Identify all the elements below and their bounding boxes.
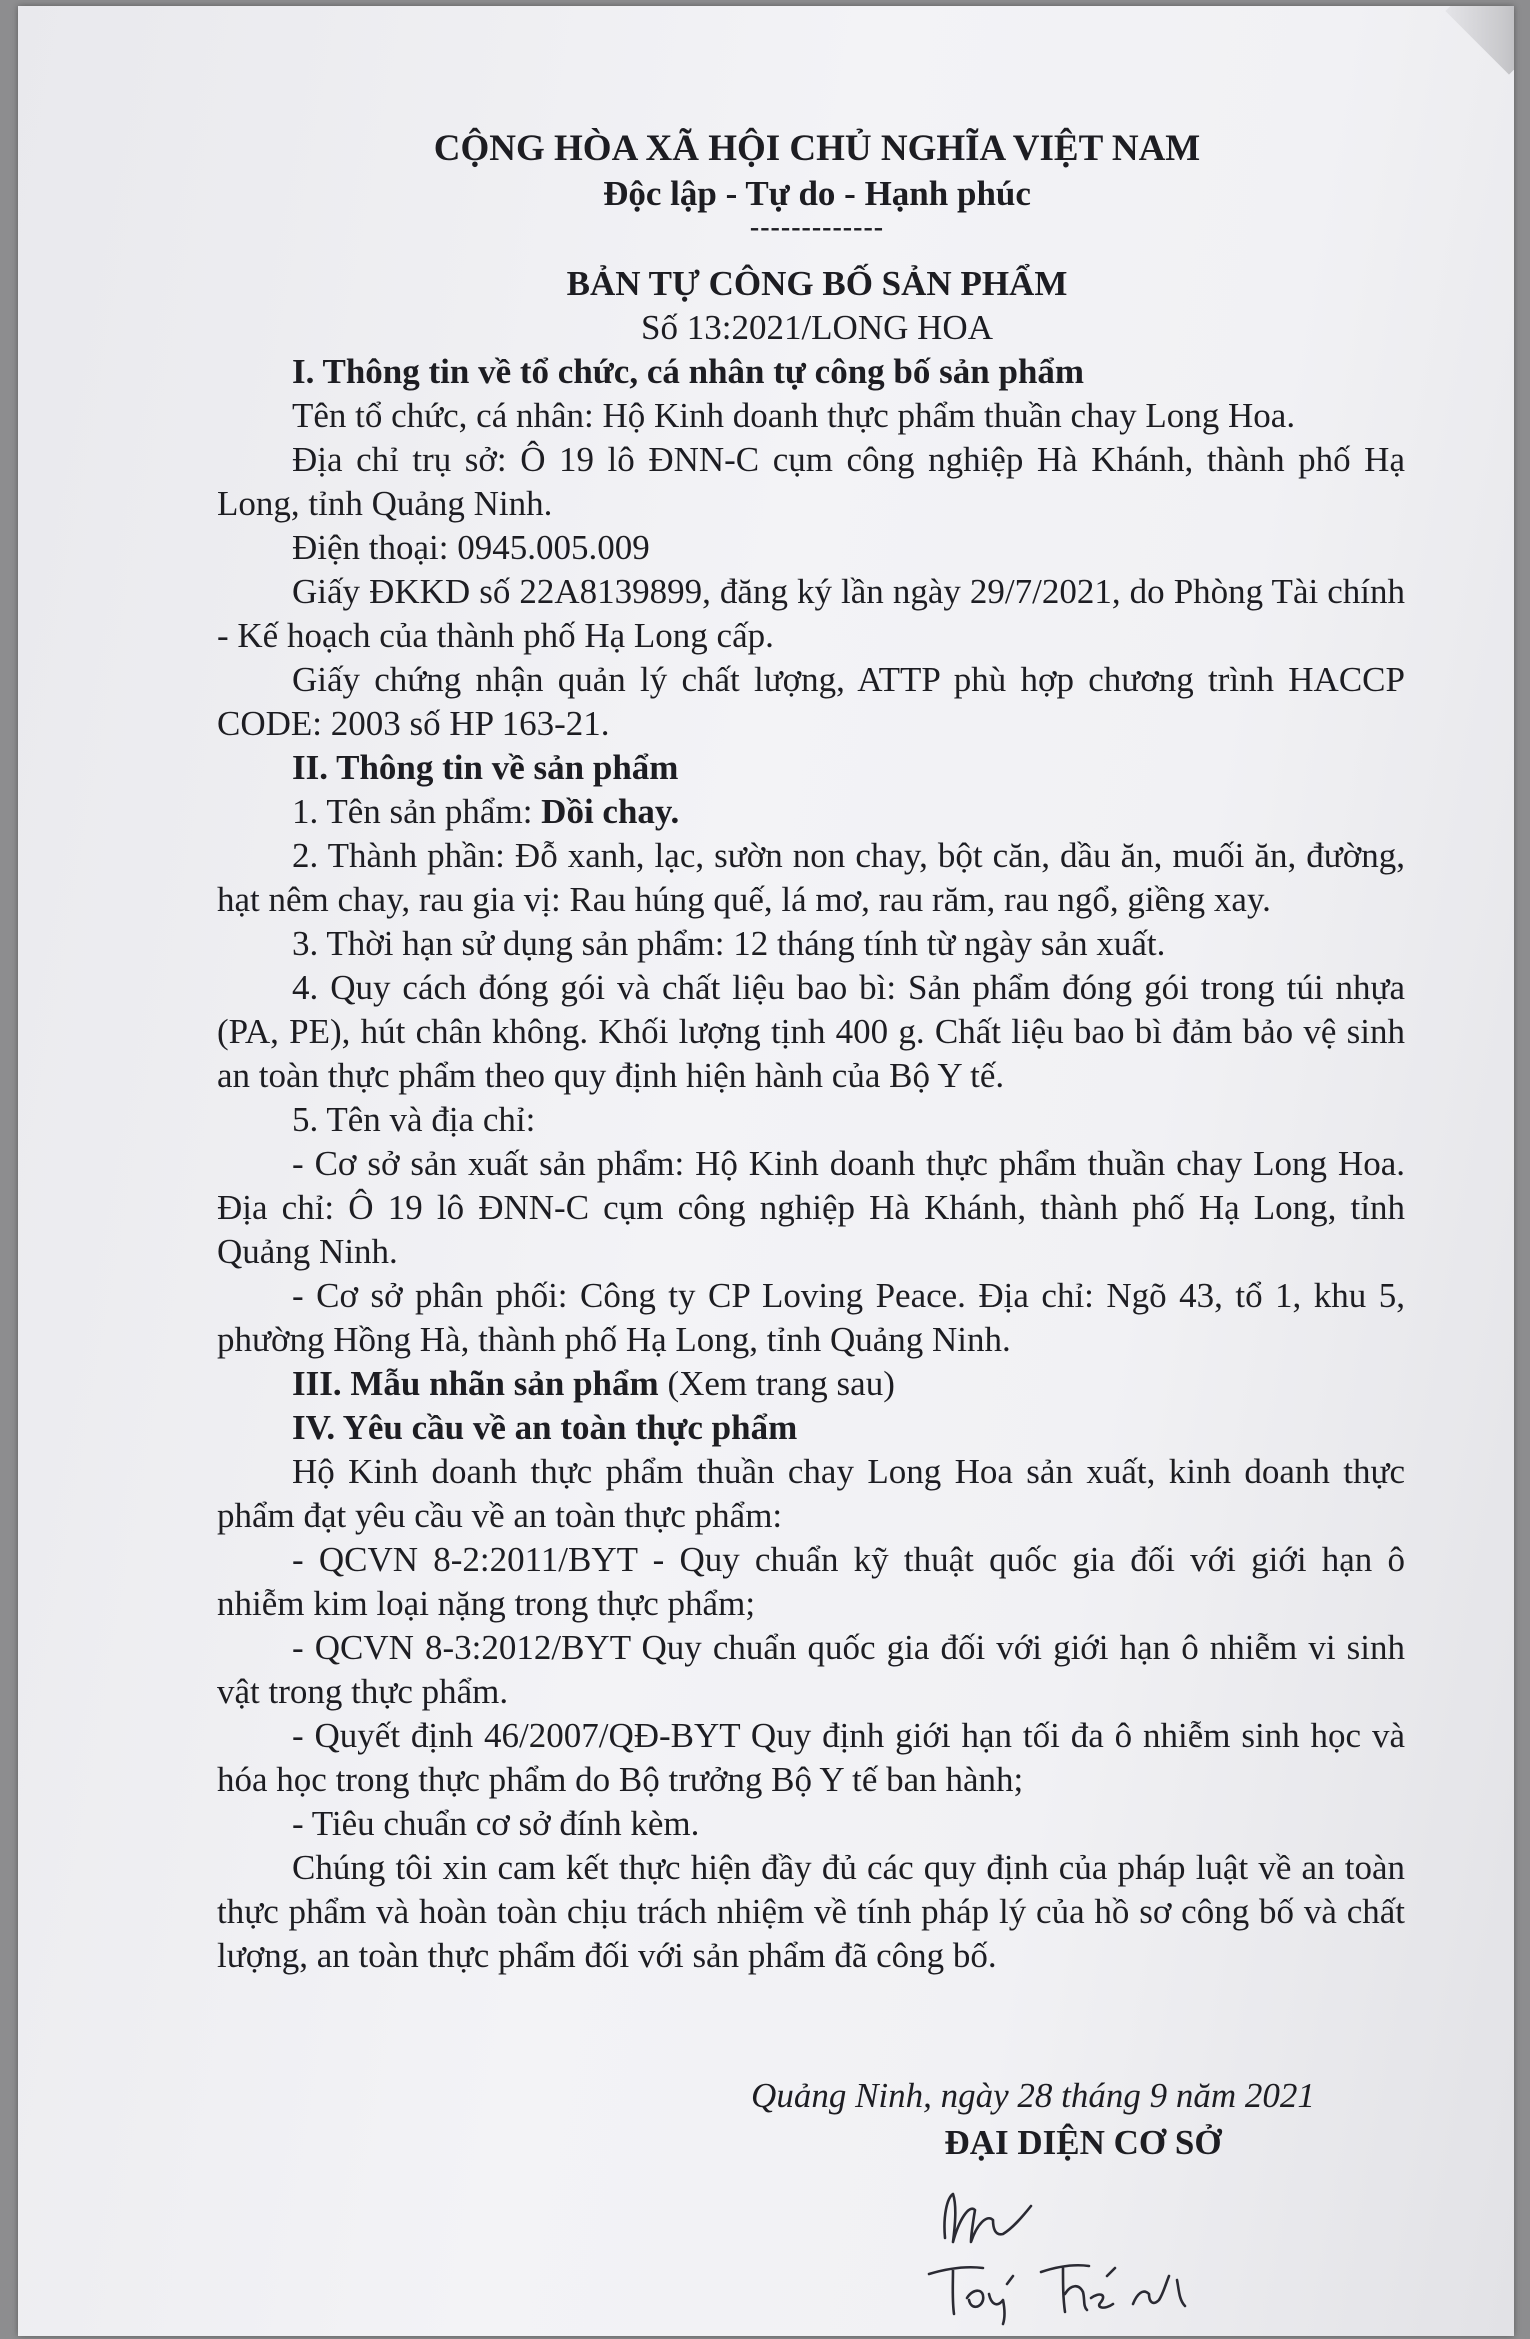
standard-qcvn-8-2: - QCVN 8-2:2011/BYT - Quy chuẩn kỹ thuật quốc gia đối với giới hạn ô nhiễm kim loại nặng trong thực phẩm; bbox=[217, 1540, 1405, 1623]
country-header: CỘNG HÒA XÃ HỘI CHỦ NGHĨA VIỆT NAM bbox=[433, 128, 1201, 169]
header-separator: ------------- bbox=[749, 212, 885, 243]
product-packaging: 4. Quy cách đóng gói và chất liệu bao bì: Sản phẩm đóng gói trong túi nhựa (PA, PE), hút chân không. Khối lượng tịnh 400 g. Chất liệu bao bì đảm bảo vệ sinh an toàn thực phẩm theo quy định hiện hành của Bộ Y tế. bbox=[217, 968, 1405, 1095]
product-name: Dồi chay. bbox=[541, 792, 680, 831]
signing-date: Quảng Ninh, ngày 28 tháng 9 năm 2021 bbox=[751, 2076, 1315, 2115]
section-3-heading: III. Mẫu nhãn sản phẩm bbox=[292, 1364, 659, 1403]
org-phone: Điện thoại: 0945.005.009 bbox=[292, 528, 650, 567]
product-name-line bbox=[217, 790, 1405, 834]
quality-certificate: Giấy chứng nhận quản lý chất lượng, ATTP phù hợp chương trình HACCP CODE: 2003 số HP 163-21. bbox=[217, 660, 1405, 743]
product-name-label: 1. Tên sản phẩm: bbox=[292, 792, 542, 831]
safety-intro: Hộ Kinh doanh thực phẩm thuần chay Long Hoa sản xuất, kinh doanh thực phẩm đạt yêu cầu về an toàn thực phẩm: bbox=[217, 1452, 1405, 1535]
document-body bbox=[217, 126, 1405, 1978]
document-number: Số 13:2021/LONG HOA bbox=[641, 308, 993, 347]
business-license: Giấy ĐKKD số 22A8139899, đăng ký lần ngày 29/7/2021, do Phòng Tài chính - Kế hoạch của thành phố Hạ Long cấp. bbox=[217, 572, 1405, 655]
section-2-heading: II. Thông tin về sản phẩm bbox=[292, 748, 679, 787]
product-shelf-life: 3. Thời hạn sử dụng sản phẩm: 12 tháng tính từ ngày sản xuất. bbox=[292, 924, 1166, 963]
producer-info: - Cơ sở sản xuất sản phẩm: Hộ Kinh doanh thực phẩm thuần chay Long Hoa. Địa chỉ: Ô 19 lô ĐNN-C cụm công nghiệp Hà Khánh, thành phố Hạ Long, tỉnh Quảng Ninh. bbox=[217, 1144, 1405, 1271]
org-address: Địa chỉ trụ sở: Ô 19 lô ĐNN-C cụm công nghiệp Hà Khánh, thành phố Hạ Long, tỉnh Quảng Ninh. bbox=[217, 440, 1405, 523]
section-1-heading: I. Thông tin về tổ chức, cá nhân tự công bố sản phẩm bbox=[292, 352, 1085, 391]
section-4-heading: IV. Yêu cầu về an toàn thực phẩm bbox=[292, 1408, 798, 1447]
page-corner-fold bbox=[1445, 6, 1514, 75]
national-motto: Độc lập - Tự do - Hạnh phúc bbox=[603, 174, 1031, 213]
org-name: Tên tổ chức, cá nhân: Hộ Kinh doanh thực phẩm thuần chay Long Hoa. bbox=[292, 396, 1296, 435]
name-and-address-heading: 5. Tên và địa chỉ: bbox=[292, 1100, 536, 1139]
document-title: BẢN TỰ CÔNG BỐ SẢN PHẨM bbox=[566, 264, 1068, 303]
section-3-heading-line bbox=[292, 1362, 1405, 1406]
base-standard: - Tiêu chuẩn cơ sở đính kèm. bbox=[292, 1804, 700, 1843]
commitment-statement: Chúng tôi xin cam kết thực hiện đầy đủ các quy định của pháp luật về an toàn thực phẩm và hoàn toàn chịu trách nhiệm về tính pháp lý của hồ sơ công bố và chất lượng, an toàn thực phẩm đối với sản phẩm đã công bố. bbox=[217, 1848, 1405, 1975]
distributor-info: - Cơ sở phân phối: Công ty CP Loving Peace. Địa chỉ: Ngõ 43, tổ 1, khu 5, phường Hồng Hà, thành phố Hạ Long, tỉnh Quảng Ninh. bbox=[217, 1276, 1405, 1359]
standard-qcvn-8-3: - QCVN 8-3:2012/BYT Quy chuẩn quốc gia đối với giới hạn ô nhiễm vi sinh vật trong thực phẩm. bbox=[217, 1628, 1405, 1711]
label-note: (Xem trang sau) bbox=[658, 1364, 895, 1403]
decision-46-2007: - Quyết định 46/2007/QĐ-BYT Quy định giới hạn tối đa ô nhiễm sinh học và hóa học trong thực phẩm do Bộ trưởng Bộ Y tế ban hành; bbox=[217, 1716, 1405, 1799]
representative-title: ĐẠI DIỆN CƠ SỞ bbox=[944, 2123, 1222, 2162]
handwritten-signature bbox=[923, 2176, 1223, 2326]
document-page bbox=[18, 6, 1514, 2336]
product-ingredients: 2. Thành phần: Đỗ xanh, lạc, sườn non chay, bột căn, dầu ăn, muối ăn, đường, hạt nêm chay, rau gia vị: Rau húng quế, lá mơ, rau răm, rau ngổ, giềng xay. bbox=[217, 836, 1405, 919]
